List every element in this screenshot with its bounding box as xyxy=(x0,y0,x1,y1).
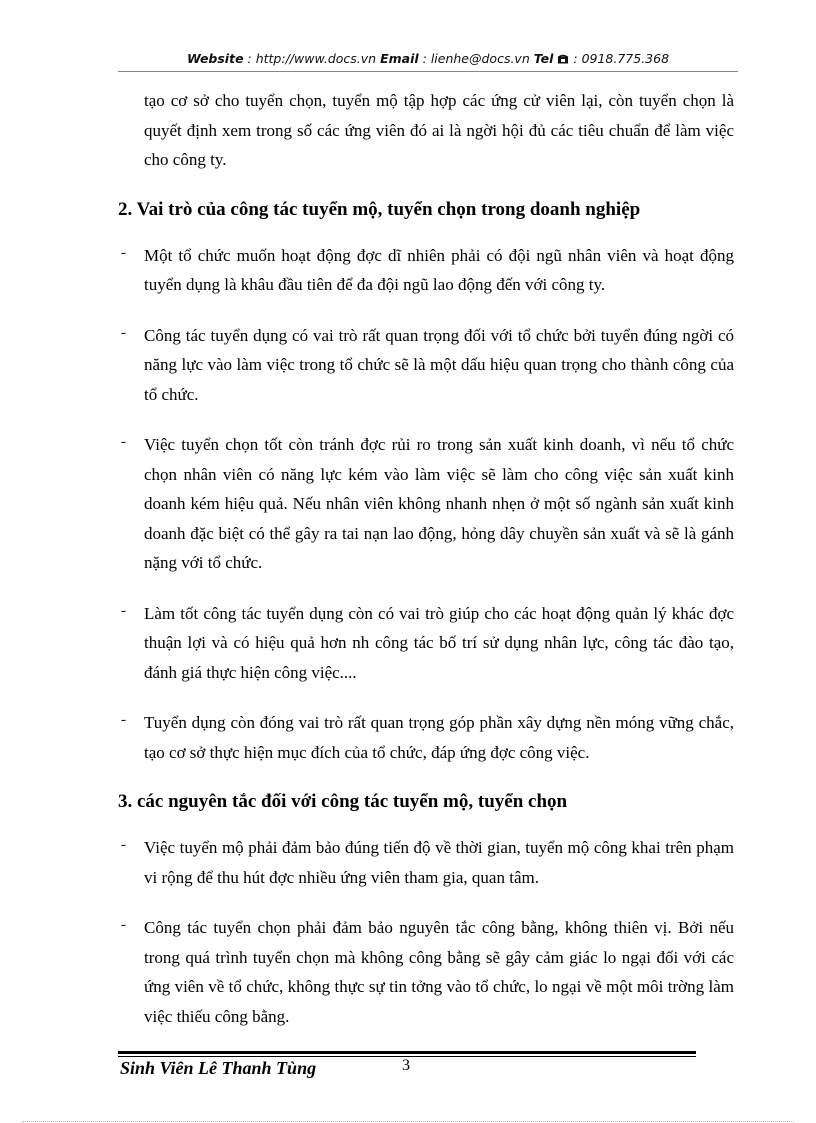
bullet-dash: - xyxy=(121,434,126,450)
list-item xyxy=(118,833,734,892)
section-heading: 3. các nguyên tắc đối với công tác tuyển mộ, tuyển chọn xyxy=(118,791,568,812)
footer-divider-thick xyxy=(118,1051,696,1054)
section-3 xyxy=(118,789,734,1031)
list-item xyxy=(118,913,734,1031)
phone-number: : 0918.775.368 xyxy=(569,51,670,66)
section-2 xyxy=(118,197,734,768)
list-item-text: Làm tốt công tác tuyển dụng còn có vai trò giúp cho các hoạt động quản lý khác đợc thuận lợi và có hiệu quả hơn nh công tác bố trí sử dụng nhân lực, công tác đào tạo, đánh giá thực hiện công việc.... xyxy=(144,603,734,682)
list-item xyxy=(118,599,734,688)
tel-label: Tel xyxy=(533,51,554,66)
bullet-dash: - xyxy=(121,324,126,341)
list-item xyxy=(118,430,734,578)
phone-icon xyxy=(557,51,569,66)
email-address[interactable]: : lienhe@docs.vn xyxy=(418,51,534,66)
header-divider xyxy=(118,71,738,72)
website-url[interactable]: : http://www.docs.vn xyxy=(243,51,381,66)
list-item-text: Việc tuyển mộ phải đảm bảo đúng tiến độ về thời gian, tuyển mộ công khai trên phạm vi rộng để thu hút đợc nhiều ứng viên tham gia, quan tâm. xyxy=(144,838,734,887)
footer-author: Sinh Viên Lê Thanh Tùng xyxy=(120,1058,317,1078)
list-item xyxy=(118,241,734,300)
page-edge xyxy=(22,1121,794,1122)
section-heading: 2. Vai trò của công tác tuyển mộ, tuyển chọn trong doanh nghiệp xyxy=(118,198,641,220)
bullet-dash: - xyxy=(121,837,126,853)
list-item xyxy=(118,321,734,410)
page-number: 3 xyxy=(402,1057,410,1074)
list-item xyxy=(118,708,734,767)
list-item-text: Tuyển dụng còn đóng vai trò rất quan trọng góp phần xây dựng nền móng vững chắc, tạo cơ sở thực hiện mục đích của tổ chức, đáp ứng đợc công việc. xyxy=(144,713,734,762)
intro-paragraph: tạo cơ sở cho tuyển chọn, tuyển mộ tập hợp các ứng cử viên lại, còn tuyển chọn là quyết định xem trong số các ứng viên đó ai là ngời hội đủ các tiêu chuẩn để làm việc cho công ty. xyxy=(144,91,734,169)
list-item-text: Công tác tuyển dụng có vai trò rất quan trọng đối với tổ chức bởi tuyển đúng ngời có năng lực vào làm việc trong tổ chức sẽ là một dấu hiệu quan trọng cho thành công của tổ chức. xyxy=(144,325,734,404)
document-body xyxy=(118,86,734,1052)
list-item-text: Việc tuyển chọn tốt còn tránh đợc rủi ro trong sản xuất kinh doanh, vì nếu tổ chức chọn nhân viên có năng lực kém vào làm việc sẽ làm cho công việc sản xuất kinh doanh kém hiệu quả. Nếu nhân viên không nhanh nhẹn ở một số ngành sản xuất kinh doanh đặc biệt có thể gây ra tai nạn lao động, hỏng dây chuyền sản xuất và sẽ là gánh nặng với tổ chức. xyxy=(144,435,734,572)
list-item-text: Công tác tuyển chọn phải đảm bảo nguyên tắc công bằng, không thiên vị. Bởi nếu trong quá trình tuyển chọn mà không công bằng sẽ gây cảm giác lo ngại đối với các ứng viên về tổ chức, không thực sự tin tởng vào tổ chức, lo ngại về một môi trờng làm việc thiếu công bằng. xyxy=(144,918,734,1026)
bullet-dash: - xyxy=(121,917,126,933)
bullet-dash: - xyxy=(121,712,126,728)
page-header xyxy=(118,51,738,66)
website-label: Website xyxy=(186,51,244,66)
bullet-dash: - xyxy=(121,244,126,261)
bullet-dash: - xyxy=(121,602,126,619)
list-item-text: Một tổ chức muốn hoạt động đợc dĩ nhiên phải có đội ngũ nhân viên và hoạt động tuyển dụng là khâu đầu tiên để đa đội ngũ lao động đến với công ty. xyxy=(144,245,734,294)
email-label: Email xyxy=(380,51,419,66)
